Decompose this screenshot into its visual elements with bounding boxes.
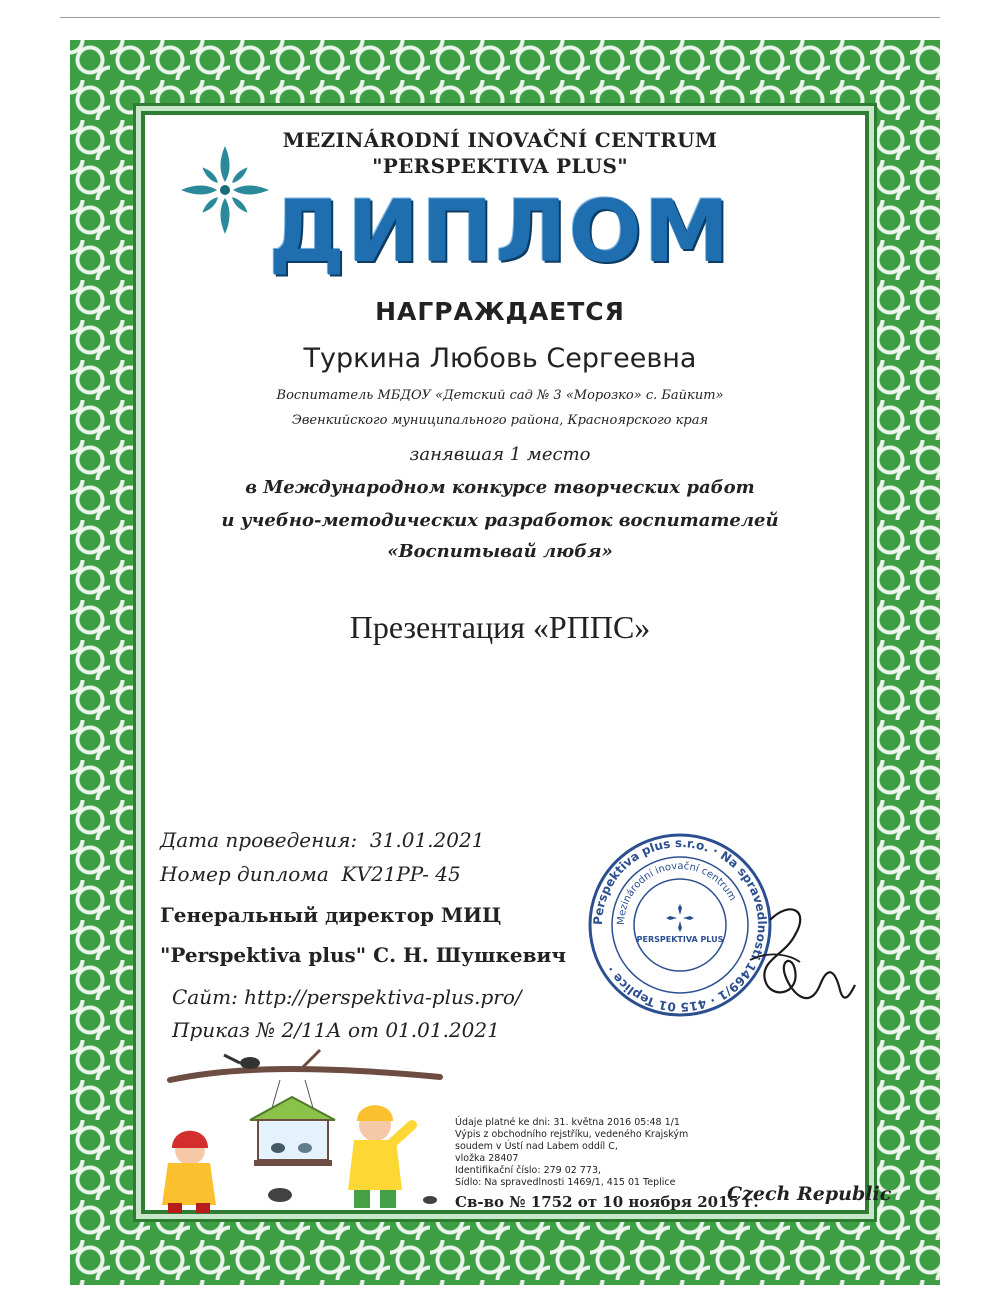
registry-line: vložka 28407 <box>455 1153 519 1164</box>
work-title: Презентация «РППС» <box>349 609 651 645</box>
country-text: Czech Republic <box>727 1183 892 1205</box>
date-label: Дата проведения: <box>160 828 358 852</box>
place-text: занявшая 1 место <box>409 444 591 465</box>
diploma-title: ДИПЛОМ <box>268 182 732 282</box>
recipient-region: Эвенкийского муниципального района, Красноярского края <box>291 413 709 428</box>
top-rule <box>60 17 940 18</box>
director-signature <box>740 900 860 1030</box>
stamp-outer-text: Perspektiva plus s.r.o. · Na spravedlnosti 1469/1 · 415 01 Teplice · <box>590 835 770 1015</box>
recipient-role: Воспитатель МБДОУ «Детский сад № 3 «Морозко» с. Байкит» <box>276 388 724 403</box>
registry-info <box>455 1117 715 1189</box>
registry-line: Identifikační číslo: 279 02 773, <box>455 1165 602 1176</box>
stamp-inner-text: Mezinárodní inovační centrum <box>615 860 738 926</box>
director-name: "Perspektiva plus" С. Н. Шушкевич <box>160 943 567 967</box>
recipient-name: Туркина Любовь Сергеевна <box>303 343 697 374</box>
children-feeding-birds-illustration <box>150 1045 450 1215</box>
registry-line: Údaje platné ke dni: 31. května 2016 05:48 1/1 <box>455 1117 680 1128</box>
stamp-center-text: PERSPEKTIVA PLUS <box>636 935 724 944</box>
registry-line: Výpis z obchodního rejstříku, vedeného Krajským soudem v Ústí nad Labem oddíl C, <box>455 1129 689 1152</box>
organization-name: MEZINÁRODNÍ INOVAČNÍ CENTRUM <box>282 128 718 152</box>
date-value: 31.01.2021 <box>369 828 485 852</box>
awarded-label: НАГРАЖДАЕТСЯ <box>375 297 625 326</box>
registry-line: Sídlo: Na spravedlnosti 1469/1, 415 01 Teplice <box>455 1177 676 1188</box>
order-text: Приказ № 2/11А от 01.01.2021 <box>172 1018 500 1042</box>
contest-name: «Воспитывай любя» <box>387 541 613 562</box>
contest-line: и учебно-методических разработок воспитателей <box>221 510 779 531</box>
number-value: KV21PP- 45 <box>341 862 461 886</box>
date-line <box>160 828 484 852</box>
organization-subname: "PERSPEKTIVA PLUS" <box>372 154 628 178</box>
contest-line: в Международном конкурсе творческих работ <box>245 477 755 498</box>
website-text: Сайт: http://perspektiva-plus.pro/ <box>172 985 522 1009</box>
diploma-number-line <box>160 862 461 886</box>
number-label: Номер диплома <box>160 862 329 886</box>
director-title: Генеральный директор МИЦ <box>160 903 502 927</box>
certificate-number: Св-во № 1752 от 10 ноября 2015 г. <box>455 1193 759 1211</box>
